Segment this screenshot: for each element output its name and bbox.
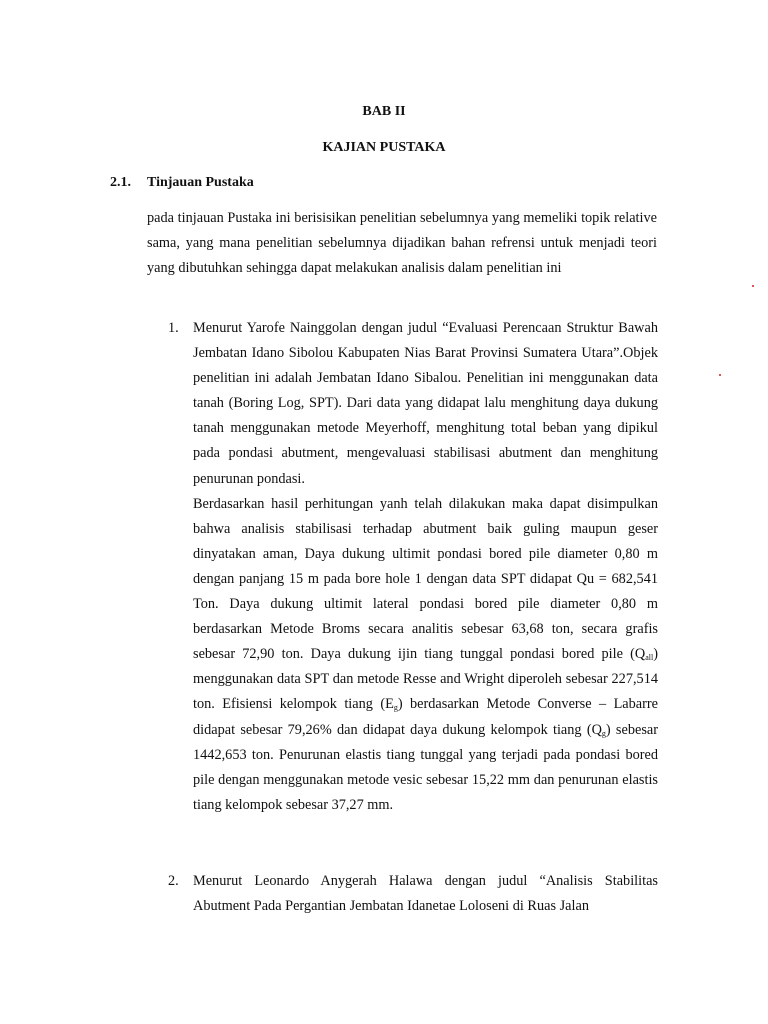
list-number: 2.	[168, 873, 179, 889]
chapter-label: BAB II	[362, 104, 406, 119]
red-mark	[752, 285, 754, 287]
list-number: 1.	[168, 320, 179, 336]
list-item-body	[193, 869, 658, 919]
intro-paragraph: pada tinjauan Pustaka ini berisisikan penelitian sebelumnya yang memeliki topik relative sama, yang mana penelitian sebelumnya dijadikan bahan refrensi untuk menjadi teori yang dibutuhkan sehingga dapat melakukan analisis dalam penelitian ini	[147, 210, 657, 277]
list-item-body	[193, 316, 658, 818]
section-heading	[110, 174, 254, 192]
list-item-paragraph: Berdasarkan hasil perhitungan yanh telah dilakukan maka dapat disimpulkan bahwa analisis stabilisasi terhadap abutment baik guling maupun geser dinyatakan aman, Daya dukung ultimit pondasi bored pile diameter 0,80 m dengan panjang 15 m pada bore hole 1 dengan data SPT didapat Qu = 682,541 Ton. Daya dukung ultimit lateral pondasi bored pile diameter 0,80 m berdasarkan Metode Broms secara analitis sebesar 63,68 ton, secara grafis sebesar 72,90 ton. Daya dukung ijin tiang tunggal pondasi bored pile $(Q_{all})$ menggunakan data SPT dan metode Resse and Wright diperoleh sebesar 227,514 ton. Efisiensi kelompok tiang $(E_g)$ berdasarkan Metode Converse – Labarre didapat sebesar 79,26% dan didapat daya dukung kelompok tiang $(Q_g)$ sebesar 1442,653 ton. Penurunan elastis tiang tunggal yang terjadi pada pondasi bored pile dengan menggunakan metode vesic sebesar 15,22 mm dan penurunan elastis tiang kelompok sebesar 37,27 mm.	[193, 495, 659, 813]
subscript: all	[645, 653, 654, 663]
subscript: g	[601, 728, 606, 738]
subscript: g	[393, 703, 398, 713]
red-mark	[719, 374, 721, 376]
list-item-paragraph: Menurut Yarofe Nainggolan dengan judul “Evaluasi Perencaan Struktur Bawah Jembatan Idano Sibolou Kabupaten Nias Barat Provinsi Sumatera Utara”.Objek penelitian ini adalah Jembatan Idano Sibalou. Penelitian ini menggunakan data tanah (Boring Log, SPT). Dari data yang didapat lalu menghitung daya dukung tanah menggunakan metode Meyerhoff, menghitung total beban yang dipikul pada pondasi abutment, mengevaluasi stabilisasi abutment dan menghitung penurunan pondasi.	[193, 320, 658, 487]
list-item-paragraph: Menurut Leonardo Anygerah Halawa dengan judul “Analisis Stabilitas Abutment Pada Pergantian Jembatan Idanetae Loloseni di Ruas Jalan	[193, 873, 658, 915]
chapter-title: KAJIAN PUSTAKA	[322, 140, 446, 155]
section-number: 2.1.	[110, 175, 131, 190]
section-title: Tinjauan Pustaka	[147, 175, 254, 190]
